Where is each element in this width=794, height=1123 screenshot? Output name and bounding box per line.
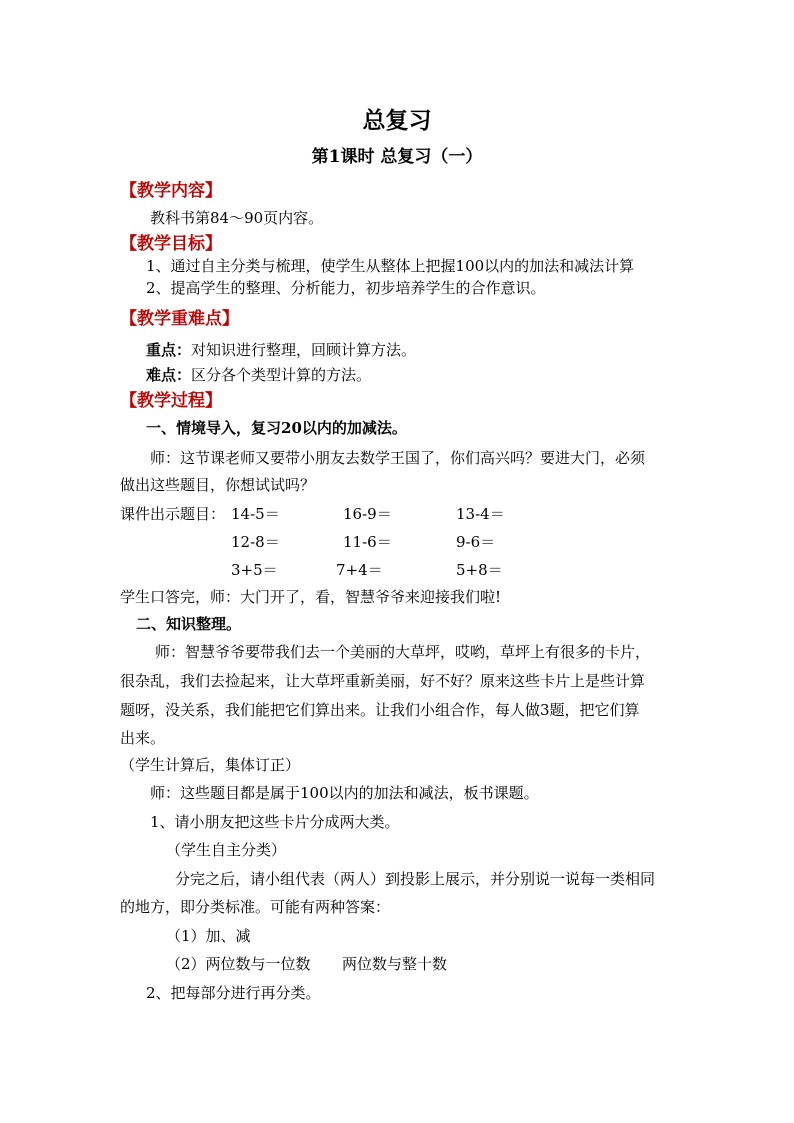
exercise-item: 12-8＝ xyxy=(231,533,280,551)
key-text: 对知识进行整理，回顾计算方法。 xyxy=(191,341,417,359)
part2-note-2: （学生自主分类） xyxy=(166,841,287,859)
part2-answer-2b: 两位数与整十数 xyxy=(342,955,448,973)
part2-paragraph-2: 师：这些题目都是属于100以内的加法和减法，板书课题。 xyxy=(150,784,539,802)
section-heading-goals: 【教学目标】 xyxy=(120,234,222,254)
part1-heading: 一、情境导入，复习20以内的加减法。 xyxy=(146,419,407,437)
exercise-label: 课件出示题目： xyxy=(120,505,226,523)
part2-paragraph-line3: 题呀，没关系，我们能把它们算出来。让我们小组合作，每人做3题，把它们算 xyxy=(120,701,640,719)
part2-paragraph-line4: 出来。 xyxy=(120,729,166,747)
exercise-item: 7+4＝ xyxy=(336,561,383,579)
exercise-item: 13-4＝ xyxy=(456,505,505,523)
key-point xyxy=(146,340,416,360)
goal-2: 2、提高学生的整理、分析能力，初步培养学生的合作意识。 xyxy=(146,279,546,297)
part2-step-1: 1、请小朋友把这些卡片分成两大类。 xyxy=(150,813,400,831)
exercise-item: 5+8＝ xyxy=(456,561,503,579)
exercise-item: 9-6＝ xyxy=(456,533,496,551)
exercise-item: 16-9＝ xyxy=(343,505,392,523)
page-title: 总复习 xyxy=(362,107,432,134)
section-heading-content: 【教学内容】 xyxy=(120,181,222,201)
exercise-item: 3+5＝ xyxy=(231,561,278,579)
part2-paragraph-3-line2: 的地方，即分类标准。可能有两种答案： xyxy=(120,898,391,916)
part2-paragraph-3-line1: 分完之后，请小组代表（两人）到投影上展示，并分别说一说每一类相同 xyxy=(175,870,656,888)
section-heading-keypoints: 【教学重难点】 xyxy=(120,309,239,329)
part1-paragraph-line2: 做出这些题目，你想试试吗？ xyxy=(120,476,316,494)
goal-1: 1、通过自主分类与梳理，使学生从整体上把握100以内的加法和减法计算 xyxy=(146,257,635,275)
section-heading-process: 【教学过程】 xyxy=(120,391,222,411)
difficult-text: 区分各个类型计算的方法。 xyxy=(191,366,372,384)
part2-paragraph-line2: 很杂乱，我们去捡起来，让大草坪重新美丽，好不好？原来这些卡片上是些计算 xyxy=(120,672,646,690)
part2-answer-1: （1）加、减 xyxy=(166,927,251,945)
part2-step-2: 2、把每部分进行再分类。 xyxy=(146,984,321,1002)
part1-paragraph-line1: 师：这节课老师又要带小朋友去数学王国了，你们高兴吗？要进大门，必须 xyxy=(150,449,646,467)
difficult-point xyxy=(146,365,371,385)
key-label: 重点： xyxy=(146,341,192,359)
exercise-item: 14-5＝ xyxy=(231,505,280,523)
part2-note-1: （学生计算后，集体订正） xyxy=(120,756,301,774)
part2-answer-2a: （2）两位数与一位数 xyxy=(166,955,311,973)
part2-paragraph-line1: 师：智慧爷爷要带我们去一个美丽的大草坪，哎哟，草坪上有很多的卡片， xyxy=(155,643,651,661)
part2-heading: 二、知识整理。 xyxy=(136,615,242,633)
part1-after-text: 学生口答完，师：大门开了，看，智慧爷爷来迎接我们啦! xyxy=(120,588,502,606)
exercise-item: 11-6＝ xyxy=(343,533,392,551)
difficult-label: 难点： xyxy=(146,366,192,384)
page-subtitle: 第1课时 总复习（一） xyxy=(311,147,483,167)
content-text: 教科书第84～90页内容。 xyxy=(150,209,324,227)
